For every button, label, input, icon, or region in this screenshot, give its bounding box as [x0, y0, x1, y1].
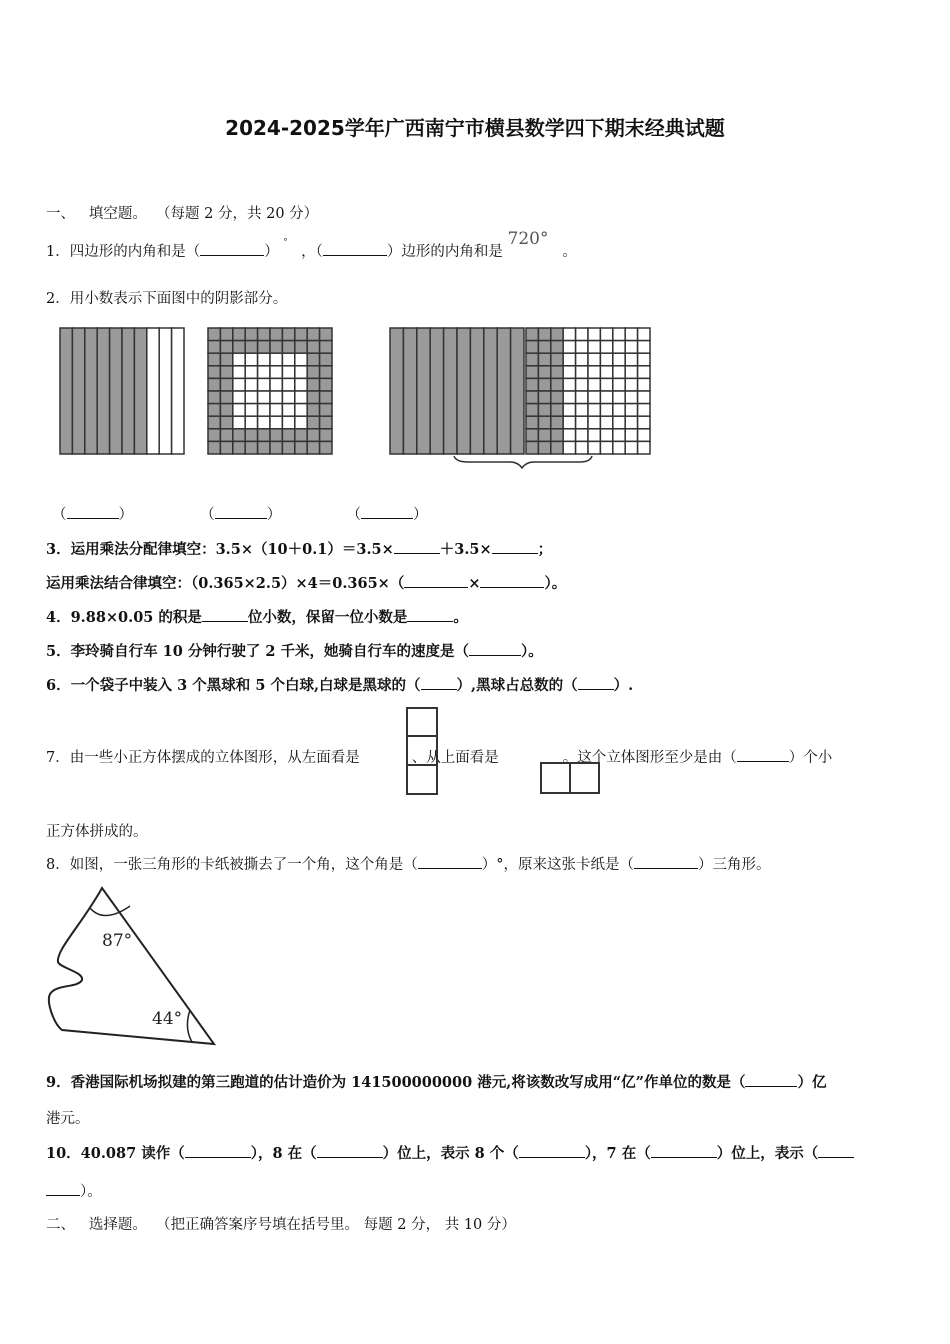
cell-d: [600, 366, 612, 379]
cell-d: [613, 441, 625, 454]
cell-d: [551, 429, 563, 442]
cell-d: [588, 441, 600, 454]
cell-b: [295, 404, 307, 417]
cell-b: [245, 366, 257, 379]
cell-b: [258, 441, 270, 454]
cell-b: [233, 429, 245, 442]
cell-d: [588, 416, 600, 429]
cell-d: [551, 441, 563, 454]
cell-b: [220, 328, 232, 341]
cell-d: [638, 328, 650, 341]
cell-d: [600, 416, 612, 429]
degree-720: 720°: [507, 229, 549, 249]
strip-a: [172, 328, 184, 454]
cell-d: [613, 429, 625, 442]
cell-b: [233, 366, 245, 379]
strip-a: [110, 328, 122, 454]
cell-b: [245, 404, 257, 417]
cell-d: [576, 353, 588, 366]
cell-d: [563, 416, 575, 429]
cell-b: [245, 391, 257, 404]
cell-d: [538, 391, 550, 404]
cell-d: [625, 391, 637, 404]
cell-b: [233, 441, 245, 454]
cell-d: [526, 341, 538, 354]
cell-d: [538, 341, 550, 354]
strip-a: [134, 328, 146, 454]
cell-d: [588, 404, 600, 417]
cell-d: [538, 416, 550, 429]
cell-b: [307, 366, 319, 379]
cell-b: [307, 328, 319, 341]
cell-b: [320, 341, 332, 354]
strip-c: [390, 328, 403, 454]
cell-b: [270, 391, 282, 404]
angle-87-label: 87°: [102, 931, 133, 951]
strip-a: [147, 328, 159, 454]
cell-d: [625, 353, 637, 366]
cell-d: [613, 341, 625, 354]
question-3-line1: 3．运用乘法分配律填空：3.5×（10＋0.1）＝3.5× ＋3.5× ；: [46, 541, 553, 558]
cell-d: [588, 391, 600, 404]
cell-d: [638, 353, 650, 366]
cell-b: [270, 441, 282, 454]
cell-b: [295, 441, 307, 454]
strip-c: [444, 328, 457, 454]
strip-c: [457, 328, 470, 454]
cell-b: [220, 391, 232, 404]
strip-a: [85, 328, 97, 454]
cell-b: [282, 341, 294, 354]
cell-d: [613, 416, 625, 429]
question-3-line2: 运用乘法结合律填空：（0.365×2.5）×4＝0.365×（ × ）。: [46, 575, 567, 592]
cell-d: [613, 391, 625, 404]
cell-d: [563, 366, 575, 379]
cell-b: [208, 416, 220, 429]
cell-d: [600, 441, 612, 454]
cell-d: [600, 341, 612, 354]
cell-d: [551, 378, 563, 391]
cell-d: [551, 328, 563, 341]
cell-d: [588, 341, 600, 354]
cell-b: [307, 416, 319, 429]
cell-d: [625, 341, 637, 354]
strip-c: [417, 328, 430, 454]
strip-a: [97, 328, 109, 454]
cell-b: [282, 416, 294, 429]
cell-d: [551, 341, 563, 354]
cell-b: [233, 416, 245, 429]
cell-b: [258, 341, 270, 354]
cell-b: [245, 341, 257, 354]
cell-b: [295, 353, 307, 366]
cell-d: [538, 328, 550, 341]
cell-d: [563, 391, 575, 404]
torn-triangle-figure: [42, 884, 222, 1054]
cell-b: [270, 429, 282, 442]
cell-d: [588, 378, 600, 391]
strip-c: [511, 328, 524, 454]
cell-d: [526, 366, 538, 379]
cell-b: [245, 416, 257, 429]
cell-b: [282, 378, 294, 391]
cell-d: [625, 404, 637, 417]
cell-b: [320, 378, 332, 391]
cell-d: [588, 328, 600, 341]
cell-b: [295, 391, 307, 404]
cell-d: [638, 378, 650, 391]
cell-b: [258, 416, 270, 429]
cell-b: [320, 404, 332, 417]
strip-a: [72, 328, 84, 454]
cell-b: [258, 353, 270, 366]
cell-d: [600, 404, 612, 417]
cell-b: [258, 328, 270, 341]
cell-b: [233, 328, 245, 341]
cell-d: [588, 429, 600, 442]
cell-b: [208, 404, 220, 417]
cell-b: [258, 366, 270, 379]
cell-d: [526, 378, 538, 391]
cell-b: [208, 366, 220, 379]
cell-d: [613, 328, 625, 341]
cell-b: [307, 378, 319, 391]
cell-d: [600, 378, 612, 391]
cell-b: [245, 328, 257, 341]
cell-d: [576, 366, 588, 379]
cell-b: [220, 404, 232, 417]
question-10-cont: ）。: [46, 1180, 102, 1201]
cell-b: [282, 429, 294, 442]
strip-c: [403, 328, 416, 454]
cell-b: [245, 429, 257, 442]
cell-b: [295, 341, 307, 354]
cell-b: [258, 391, 270, 404]
decimal-shading-figures: [50, 320, 690, 480]
cell-b: [258, 404, 270, 417]
cell-b: [295, 378, 307, 391]
cell-b: [282, 391, 294, 404]
cell-b: [208, 328, 220, 341]
cell-b: [320, 416, 332, 429]
cell-b: [220, 366, 232, 379]
cell-d: [526, 391, 538, 404]
strip-c: [484, 328, 497, 454]
cell-b: [295, 429, 307, 442]
cell-d: [576, 328, 588, 341]
cell-d: [600, 328, 612, 341]
cell-b: [233, 404, 245, 417]
cell-b: [245, 441, 257, 454]
section2-heading: 二、 选择题。 （把正确答案序号填在括号里。 每题 2 分， 共 10 分）: [46, 1217, 516, 1233]
cell-d: [613, 366, 625, 379]
cell-b: [282, 404, 294, 417]
cell-b: [245, 378, 257, 391]
question-4: 4．9.88×0.05 的积是 位小数，保留一位小数是 。: [46, 609, 468, 626]
q2-answer-blanks: （ ） （ ） （ ）: [52, 503, 427, 524]
cell-b: [282, 441, 294, 454]
cell-d: [526, 416, 538, 429]
cell-d: [638, 391, 650, 404]
strip-a: [122, 328, 134, 454]
cell-d: [551, 416, 563, 429]
strip-a: [159, 328, 171, 454]
cell-b: [320, 441, 332, 454]
cell-b: [220, 441, 232, 454]
cell-d: [563, 404, 575, 417]
angle-44-label: 44°: [152, 1009, 183, 1029]
cell-b: [307, 429, 319, 442]
cell-b: [307, 353, 319, 366]
cell-d: [526, 441, 538, 454]
cell-d: [551, 391, 563, 404]
cell-d: [613, 353, 625, 366]
cell-b: [220, 341, 232, 354]
cell-d: [526, 404, 538, 417]
cell-d: [600, 391, 612, 404]
cell-b: [270, 353, 282, 366]
cell-d: [625, 429, 637, 442]
cell-b: [258, 378, 270, 391]
cell-d: [625, 328, 637, 341]
cell-b: [307, 391, 319, 404]
cell-d: [613, 378, 625, 391]
cell-d: [638, 404, 650, 417]
cell-d: [563, 441, 575, 454]
cell-b: [220, 416, 232, 429]
cell-b: [208, 441, 220, 454]
cell-d: [613, 404, 625, 417]
question-6: 6．一个袋子中装入 3 个黑球和 5 个白球,白球是黑球的（ ）,黑球占总数的（ ）.: [46, 677, 634, 694]
cell-d: [526, 328, 538, 341]
cell-b: [270, 328, 282, 341]
page-title: 2024-2025学年广西南宁市横县数学四下期末经典试题: [225, 116, 725, 140]
cell-b: [282, 366, 294, 379]
question-1: 1．四边形的内角和是（ ） ° ，（ ）边形的内角和是 720° 。: [46, 229, 577, 260]
cell-d: [625, 416, 637, 429]
cell-b: [282, 353, 294, 366]
question-7: 7．由一些小正方体摆成的立体图形，从左面看是 、从上面看是 。这个立体图形至少是由（ ）个小: [46, 746, 832, 767]
cell-b: [307, 404, 319, 417]
cell-b: [307, 341, 319, 354]
section1-heading: 一、 填空题。 （每题 2 分，共 20 分）: [46, 206, 319, 222]
cell-d: [588, 353, 600, 366]
cell-d: [538, 404, 550, 417]
cell-d: [526, 353, 538, 366]
cell-b: [295, 366, 307, 379]
cell-b: [320, 391, 332, 404]
question-7-cont: 正方体拼成的。: [46, 824, 148, 840]
cell-b: [208, 353, 220, 366]
cell-d: [551, 404, 563, 417]
strip-c: [470, 328, 483, 454]
question-9-cont: 港元。: [46, 1111, 90, 1127]
cell-b: [245, 353, 257, 366]
question-8: 8．如图，一张三角形的卡纸被撕去了一个角，这个角是（ ）°，原来这张卡纸是（ ）三角形。: [46, 853, 770, 874]
cell-d: [576, 378, 588, 391]
cell-d: [600, 429, 612, 442]
cell-d: [538, 353, 550, 366]
cell-b: [270, 378, 282, 391]
cell-b: [320, 366, 332, 379]
cell-d: [576, 404, 588, 417]
cell-b: [208, 341, 220, 354]
cell-d: [576, 429, 588, 442]
cell-b: [270, 366, 282, 379]
cell-d: [563, 328, 575, 341]
strip-c: [497, 328, 510, 454]
cell-b: [220, 429, 232, 442]
cell-d: [563, 353, 575, 366]
cell-b: [220, 353, 232, 366]
top-view-figure: [540, 762, 602, 796]
strip-a: [60, 328, 72, 454]
cell-b: [320, 429, 332, 442]
cell-b: [208, 391, 220, 404]
cell-d: [538, 378, 550, 391]
question-10: 10．40.087 读作（ ），8 在（ ）位上，表示 8 个（ ），7 在（ ）位上，表示（: [46, 1142, 854, 1163]
cell-d: [563, 378, 575, 391]
cell-d: [625, 441, 637, 454]
question-2: 2．用小数表示下面图中的阴影部分。: [46, 291, 288, 307]
cell-b: [208, 429, 220, 442]
cell-d: [638, 429, 650, 442]
cell-d: [563, 429, 575, 442]
left-view-figure: [406, 707, 440, 797]
cell-d: [538, 429, 550, 442]
cell-d: [576, 391, 588, 404]
cell-b: [295, 328, 307, 341]
cell-d: [538, 366, 550, 379]
cell-b: [282, 328, 294, 341]
cell-d: [576, 441, 588, 454]
cell-d: [625, 378, 637, 391]
question-9: 9．香港国际机场拟建的第三跑道的估计造价为 141500000000 港元,将该数改写成用“亿”作单位的数是（ ）亿: [46, 1074, 827, 1091]
cell-b: [270, 404, 282, 417]
cell-d: [538, 441, 550, 454]
cell-b: [270, 341, 282, 354]
cell-d: [576, 416, 588, 429]
strip-c: [430, 328, 443, 454]
cell-b: [258, 429, 270, 442]
cell-d: [588, 366, 600, 379]
brace: [454, 456, 592, 468]
cell-d: [576, 341, 588, 354]
cell-b: [208, 378, 220, 391]
cell-d: [625, 366, 637, 379]
cell-d: [563, 341, 575, 354]
cell-d: [526, 429, 538, 442]
cell-b: [270, 416, 282, 429]
cell-b: [233, 341, 245, 354]
cell-b: [295, 416, 307, 429]
cell-b: [320, 328, 332, 341]
cell-d: [551, 353, 563, 366]
cell-d: [638, 441, 650, 454]
cell-b: [220, 378, 232, 391]
cell-b: [320, 353, 332, 366]
cell-d: [638, 366, 650, 379]
cell-d: [638, 341, 650, 354]
cell-d: [600, 353, 612, 366]
question-5: 5．李玲骑自行车 10 分钟行驶了 2 千米，她骑自行车的速度是（ ）。: [46, 643, 543, 660]
cell-b: [233, 391, 245, 404]
cell-b: [307, 441, 319, 454]
cell-d: [551, 366, 563, 379]
cell-b: [233, 353, 245, 366]
cell-b: [233, 378, 245, 391]
cell-d: [638, 416, 650, 429]
